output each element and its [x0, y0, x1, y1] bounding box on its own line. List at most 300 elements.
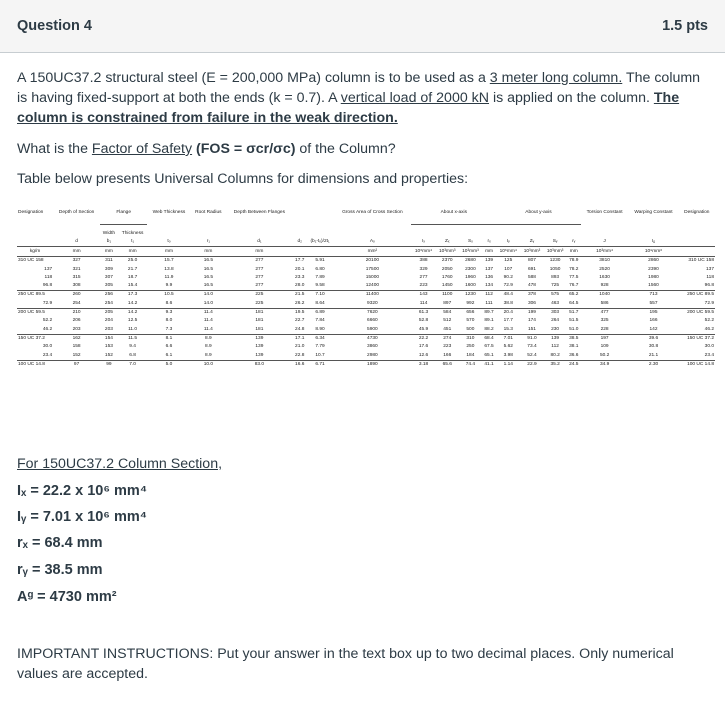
table-cell: 225: [226, 291, 293, 300]
table-cell: 1560: [648, 283, 659, 289]
table-cell: 575: [544, 291, 567, 300]
table-cell: 315: [72, 274, 81, 280]
table-cell: 10.0: [191, 360, 227, 369]
unit-cell: mm²: [333, 247, 411, 257]
unit-cell: 10⁶mm⁴: [496, 247, 520, 257]
table-row: [17, 334, 715, 343]
table-cell: 308: [72, 283, 81, 289]
table-cell: 61.3: [411, 308, 435, 317]
table-cell: 181: [226, 308, 293, 317]
unit-cell: kg/m: [17, 247, 53, 257]
table-cell: 1050: [549, 266, 561, 272]
table-cell: 277: [255, 283, 264, 289]
table-cell: 3.18: [411, 360, 435, 369]
table-cell: 139: [482, 257, 496, 266]
table-row: [17, 257, 715, 266]
table-cell: 14.0: [191, 291, 227, 300]
unit-row: [17, 247, 715, 257]
table-cell: 2300: [465, 266, 476, 272]
table-cell: 17.6: [418, 344, 429, 350]
table-cell: 1450: [441, 283, 453, 289]
table-cell: 11400: [333, 291, 411, 300]
table-cell: 277: [226, 257, 293, 266]
table-cell: 91.0: [520, 334, 543, 343]
table-cell: 5.91: [307, 257, 333, 266]
table-cell: 1.14: [496, 360, 520, 369]
table-cell: 17.1: [293, 334, 307, 343]
table-cell: 451: [443, 326, 452, 332]
table-cell: 74.4: [459, 360, 482, 369]
unit-cell: mm: [100, 247, 118, 257]
table-cell: 1600: [465, 283, 476, 289]
table-cell: 174: [527, 318, 536, 324]
table-cell: 19.5: [293, 308, 307, 317]
table-cell: 181: [255, 318, 264, 324]
table-cell: 307: [104, 274, 113, 280]
table-cell: 6.8: [129, 352, 136, 358]
table-cell: 8.9: [205, 344, 212, 350]
table-cell: 20.1: [295, 266, 305, 272]
table-cell: 463: [551, 300, 560, 306]
table-cell: 478: [527, 283, 536, 289]
th-width: Width: [102, 231, 116, 237]
table-cell: 897: [443, 300, 452, 306]
table-cell: 14.2: [118, 308, 147, 317]
symbol-cell: t₁: [118, 237, 147, 247]
table-cell: 151: [527, 326, 536, 332]
table-row: [17, 299, 715, 308]
table-cell: 388: [411, 257, 435, 266]
table-cell: 12.5: [127, 318, 138, 324]
th-flange: Flange: [100, 210, 147, 225]
designation-end-cell: 118: [706, 274, 714, 280]
table-cell: 68.4: [482, 334, 496, 343]
table-cell: 65.1: [484, 352, 494, 358]
table-cell: 6.89: [307, 308, 333, 317]
table-cell: 15.3: [503, 326, 513, 332]
table-cell: 8.9: [205, 352, 212, 358]
table-cell: 2680: [459, 257, 482, 266]
table-cell: 11.4: [203, 318, 213, 324]
table-row: [17, 343, 715, 351]
table-cell: 22.9: [520, 360, 543, 369]
table-row: [17, 274, 715, 282]
table-row: [17, 308, 715, 317]
table-cell: 1980: [648, 274, 659, 280]
table-cell: 77.5: [569, 274, 579, 280]
designation-cell: 250 UC 89.5: [17, 291, 53, 300]
table-cell: 65.6: [436, 360, 459, 369]
table-cell: 1230: [544, 257, 567, 266]
table-cell: 125: [496, 257, 520, 266]
table-cell: 28.0: [295, 283, 305, 289]
table-cell: 114: [419, 300, 428, 306]
table-cell: 139: [226, 334, 293, 343]
designation-cell: 30.0: [42, 344, 53, 350]
table-cell: 1960: [465, 274, 476, 280]
table-cell: 112: [551, 344, 559, 350]
table-cell: 203: [104, 326, 113, 332]
table-cell: 8.0: [165, 318, 173, 324]
table-cell: 166: [443, 352, 452, 358]
question-points: 1.5 pts: [662, 18, 708, 34]
designation-end-cell: 310 UC 158: [679, 257, 715, 266]
symbol-cell: rᵧ: [567, 237, 581, 247]
table-cell: 206: [72, 318, 81, 324]
table-cell: 10.5: [147, 291, 190, 300]
table-cell: 97: [53, 360, 100, 369]
symbol-cell: Zᵧ: [520, 237, 543, 247]
table-cell: 152: [72, 352, 81, 358]
table-cell: 225: [255, 300, 264, 306]
table-cell: 309: [104, 266, 113, 272]
question-body: [0, 68, 725, 189]
table-cell: 6.80: [315, 266, 325, 272]
table-cell: 2980: [367, 352, 378, 358]
unit-cell: mm: [191, 247, 227, 257]
table-cell: 210: [53, 308, 100, 317]
question-title: Question 4: [17, 18, 92, 34]
table-cell: 228: [600, 326, 609, 332]
table-cell: 5.62: [503, 344, 513, 350]
table-cell: 21.7: [127, 266, 138, 272]
th-depth: Depth of Section: [58, 210, 95, 215]
section-properties: [17, 454, 222, 605]
table-cell: 204: [104, 318, 113, 324]
symbol-cell: d₂: [293, 237, 307, 247]
table-cell: 9.9: [165, 283, 173, 289]
table-cell: 154: [100, 334, 118, 343]
table-cell: 166: [649, 318, 658, 324]
table-cell: 2390: [648, 266, 659, 272]
table-cell: 162: [53, 334, 100, 343]
th-about-y: About y-axis: [496, 210, 581, 225]
table-cell: 10.7: [315, 352, 325, 358]
table-cell: 928: [600, 283, 609, 289]
table-cell: 6660: [367, 318, 378, 324]
table-cell: 184: [466, 352, 475, 358]
th-gross: Gross Area of Cross Section: [342, 210, 403, 215]
table-cell: 22.8: [295, 352, 305, 358]
table-cell: 223: [443, 344, 452, 350]
table-cell: 7.89: [315, 274, 325, 280]
table-cell: 21.5: [293, 291, 307, 300]
table-cell: 7.10: [307, 291, 333, 300]
table-cell: 807: [520, 257, 543, 266]
table-cell: 8.1: [147, 334, 190, 343]
question-header: [0, 0, 725, 53]
table-cell: 260: [53, 291, 100, 300]
table-cell: 80.2: [550, 352, 560, 358]
table-cell: 8.90: [315, 326, 325, 332]
unit-cell: mm: [118, 247, 147, 257]
table-cell: 18.7: [127, 274, 138, 280]
designation-cell: 23.4: [42, 352, 53, 358]
symbol-cell: Sₓ: [459, 237, 482, 247]
table-cell: 6.6: [165, 344, 173, 350]
table-cell: 15000: [365, 274, 380, 280]
table-cell: 48.4: [496, 291, 520, 300]
table-cell: 152: [104, 352, 113, 358]
designation-end-cell: 72.9: [704, 300, 714, 306]
table-cell: 691: [527, 266, 536, 272]
table-cell: 24.8: [295, 326, 305, 332]
table-cell: 11.9: [164, 274, 174, 280]
table-cell: 195: [628, 308, 678, 317]
symbol-cell: d: [53, 237, 100, 247]
designation-cell: 310 UC 158: [17, 257, 53, 266]
instructions-text: IMPORTANT INSTRUCTIONS: Put your answer in the text box up to two decimal places. Only numerical values are accepted.: [17, 646, 674, 682]
table-cell: 136: [485, 274, 494, 280]
table-cell: 16.5: [203, 274, 214, 280]
designation-cell: 46.2: [42, 326, 53, 332]
table-cell: 41.1: [482, 360, 496, 369]
table-cell: 8.9: [191, 334, 227, 343]
section-heading: For 150UC37.2 Column Section,: [17, 456, 223, 472]
table-cell: 73.4: [527, 344, 537, 350]
table-cell: 38.1: [569, 344, 579, 350]
symbol-cell: b₁: [100, 237, 118, 247]
table-cell: 205: [100, 308, 118, 317]
table-cell: 11.4: [203, 326, 213, 332]
table-cell: 264: [551, 318, 560, 324]
ag-value: Aᵍ = 4730 mm²: [17, 589, 117, 605]
table-cell: 7.0: [118, 360, 147, 369]
table-cell: 311: [100, 257, 118, 266]
table-cell: 51.5: [569, 318, 579, 324]
unit-cell: mm: [567, 247, 581, 257]
table-cell: 250: [466, 344, 475, 350]
symbol-cell: Aₒ: [333, 237, 411, 247]
table-cell: 2370: [436, 257, 459, 266]
symbol-cell: Iᵧ: [496, 237, 520, 247]
designation-end-cell: 23.4: [704, 352, 714, 358]
table-cell: 274: [436, 334, 459, 343]
table-cell: 16.6: [293, 360, 307, 369]
designation-end-cell: 46.2: [704, 326, 714, 332]
th-depth-between: Depth Between Flanges: [233, 210, 285, 215]
table-cell: 52.4: [527, 352, 537, 358]
table-cell: 6.71: [307, 360, 333, 369]
table-row: [17, 325, 715, 334]
table-cell: 137: [485, 266, 494, 272]
table-cell: 1100: [436, 291, 459, 300]
unit-cell: 10³mm³: [520, 247, 543, 257]
table-cell: 51.0: [569, 326, 579, 332]
th-root: Root Radius: [195, 210, 222, 215]
table-cell: 14.0: [203, 300, 214, 306]
table-cell: 2860: [628, 257, 678, 266]
table-cell: 310: [459, 334, 482, 343]
th-designation-2: Designation: [684, 210, 710, 215]
table-cell: 725: [551, 283, 560, 289]
table-cell: 3810: [581, 257, 629, 266]
table-cell: 4730: [333, 334, 411, 343]
table-cell: 139: [255, 352, 264, 358]
table-cell: 6.34: [307, 334, 333, 343]
unit-cell: 10³mm³: [459, 247, 482, 257]
table-cell: 35.2: [544, 360, 567, 369]
unit-cell: 10³mm³: [544, 247, 567, 257]
iy-value: Iᵧ = 7.01 x 10⁶ mm⁴: [17, 509, 147, 525]
symbol-row: [17, 237, 715, 247]
designation-end-cell: 52.2: [704, 318, 714, 324]
rx-value: rₓ = 68.4 mm: [17, 535, 103, 551]
table-cell: 2.30: [628, 360, 678, 369]
table-cell: 112: [482, 291, 496, 300]
table-cell: 12.6: [418, 352, 429, 358]
table-cell: 2520: [599, 266, 610, 272]
designation-cell: 137: [44, 266, 53, 272]
table-cell: 277: [255, 274, 264, 280]
unit-cell: [293, 247, 307, 257]
symbol-cell: Iₓ: [411, 237, 435, 247]
table-cell: 305: [104, 283, 113, 289]
table-cell: 378: [520, 291, 543, 300]
table-cell: 656: [459, 308, 482, 317]
table-cell: 893: [551, 274, 560, 280]
ry-value: rᵧ = 38.5 mm: [17, 562, 103, 578]
unit-cell: 10⁹mm⁶: [628, 247, 678, 257]
table-cell: 6.1: [165, 352, 173, 358]
table-cell: 88.2: [484, 326, 494, 332]
table-cell: 3.98: [503, 352, 513, 358]
table-cell: 8.6: [165, 300, 173, 306]
table-cell: 11.4: [191, 308, 227, 317]
th-web: Web Thickness: [152, 210, 186, 215]
designation-end-cell: 30.0: [704, 344, 714, 350]
table-cell: 76.7: [569, 283, 579, 289]
th-about-x: About x-axis: [411, 210, 496, 225]
table-cell: 67.5: [484, 344, 494, 350]
table-cell: 50.2: [599, 352, 610, 358]
table-cell: 512: [443, 318, 452, 324]
table-cell: 109: [600, 344, 609, 350]
table-cell: 5900: [367, 326, 378, 332]
table-cell: 22.2: [411, 334, 435, 343]
table-cell: 21.1: [648, 352, 659, 358]
table-cell: 34.9: [581, 360, 629, 369]
table-cell: 306: [527, 300, 536, 306]
table-cell: 64.5: [569, 300, 579, 306]
table-cell: 15.4: [127, 283, 138, 289]
table-cell: 199: [520, 308, 543, 317]
table-cell: 203: [72, 326, 81, 332]
table-row: [17, 265, 715, 273]
unit-cell: mm: [147, 247, 190, 257]
table-cell: 24.5: [567, 360, 581, 369]
table-cell: 89.7: [482, 308, 496, 317]
designation-end-cell: 96.8: [704, 283, 714, 289]
question-paragraph-1: A 150UC37.2 structural steel (E = 200,000 MPa) column is to be used as a 3 meter long column. The column is having fixed-support at both the ends (k = 0.7). A vertical load of 2000 kN is applied on the column. The column is constrained from failure in the weak direction.: [17, 70, 701, 126]
table-cell: 21.0: [295, 344, 305, 350]
table-cell: 256: [100, 291, 118, 300]
table-cell: 277: [419, 274, 428, 280]
table-cell: 7.3: [165, 326, 173, 332]
symbol-cell: r₁: [191, 237, 227, 247]
ix-value: Iₓ = 22.2 x 10⁶ mm⁴: [17, 483, 147, 499]
designation-cell: 200 UC 59.5: [17, 308, 53, 317]
table-cell: 90.2: [503, 274, 513, 280]
designation-cell: 72.9: [42, 300, 53, 306]
table-cell: 15.7: [147, 257, 190, 266]
table-cell: 107: [504, 266, 513, 272]
properties-body: [17, 257, 715, 369]
symbol-cell: (b₁-tₒ)/2t₁: [307, 237, 333, 247]
symbol-cell: Sᵧ: [544, 237, 567, 247]
table-cell: 7.79: [315, 344, 325, 350]
table-cell: 25.0: [118, 257, 147, 266]
table-cell: 65.2: [567, 291, 581, 300]
table-cell: 277: [255, 266, 264, 272]
table-cell: 500: [466, 326, 475, 332]
table-cell: 139: [544, 334, 567, 343]
question-paragraph-3: Table below presents Universal Columns for dimensions and properties:: [17, 171, 469, 187]
designation-end-cell: 137: [705, 266, 714, 272]
table-cell: 143: [411, 291, 435, 300]
table-cell: 89.1: [484, 318, 494, 324]
table-cell: 181: [255, 326, 264, 332]
table-cell: 142: [649, 326, 658, 332]
table-cell: 7620: [333, 308, 411, 317]
table-cell: 153: [104, 344, 113, 350]
unit-cell: 10³mm⁴: [581, 247, 629, 257]
table-cell: 588: [527, 274, 536, 280]
symbol-cell: tₒ: [147, 237, 190, 247]
table-cell: 134: [485, 283, 494, 289]
table-cell: 223: [419, 283, 428, 289]
symbol-cell: J: [581, 237, 629, 247]
important-instructions: [17, 644, 707, 684]
table-cell: 586: [600, 300, 609, 306]
table-cell: 197: [581, 334, 629, 343]
table-cell: 16.5: [191, 257, 227, 266]
table-cell: 5.0: [147, 360, 190, 369]
symbol-cell: rₓ: [482, 237, 496, 247]
table-cell: 78.2: [569, 266, 579, 272]
table-cell: 7.84: [315, 318, 325, 324]
table-cell: 11.5: [118, 334, 147, 343]
table-cell: 45.9: [418, 326, 429, 332]
table-cell: 38.8: [503, 300, 513, 306]
table-cell: 1760: [441, 274, 453, 280]
table-cell: 7.01: [496, 334, 520, 343]
unit-cell: 10⁶mm⁴: [411, 247, 435, 257]
table-cell: 17500: [365, 266, 380, 272]
th-thickness: Thickness: [121, 231, 144, 237]
properties-table: [17, 210, 715, 369]
table-cell: 254: [104, 300, 113, 306]
table-cell: 38.5: [567, 334, 581, 343]
table-cell: 992: [466, 300, 475, 306]
table-row: [17, 351, 715, 360]
table-cell: 158: [72, 344, 81, 350]
table-cell: 78.9: [567, 257, 581, 266]
table-cell: 72.9: [503, 283, 513, 289]
table-cell: 9.3: [147, 308, 190, 317]
unit-cell: mm: [53, 247, 100, 257]
table-cell: 329: [419, 266, 428, 272]
table-cell: 99: [100, 360, 118, 369]
table-cell: 570: [466, 318, 475, 324]
table-cell: 1040: [581, 291, 629, 300]
symbol-cell: d₁: [226, 237, 293, 247]
table-cell: 2050: [441, 266, 453, 272]
designation-cell: 52.2: [42, 318, 53, 324]
table-cell: 325: [600, 318, 609, 324]
designation-end-cell: 250 UC 89.5: [679, 291, 715, 300]
unit-cell: 10³mm³: [436, 247, 459, 257]
